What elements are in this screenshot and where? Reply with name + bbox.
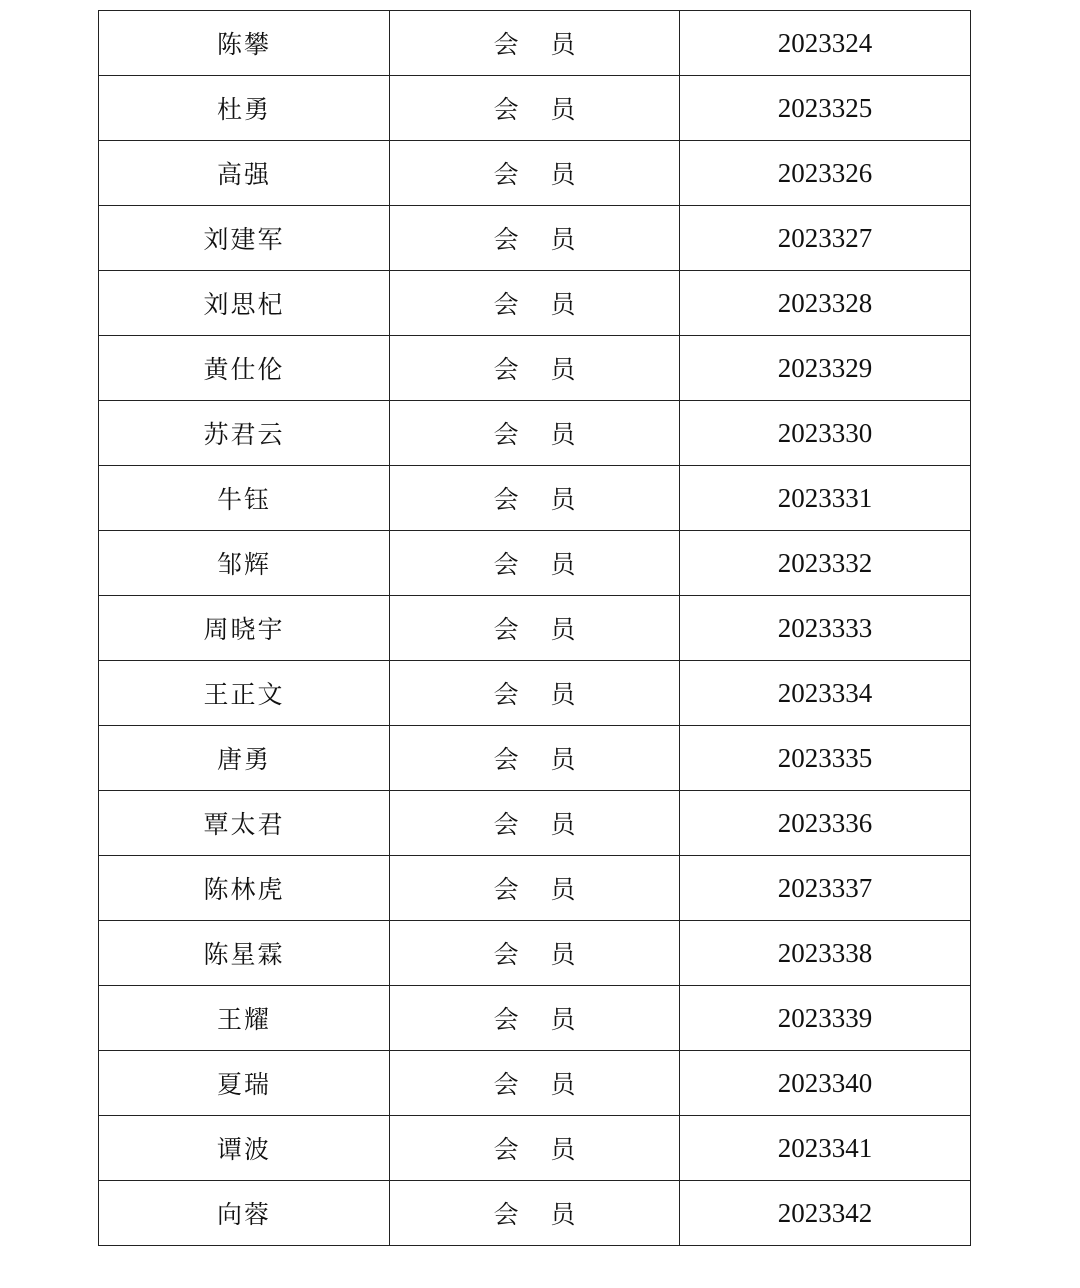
member-role-text: 会 员 [493, 225, 576, 254]
member-role-text: 会 员 [493, 875, 576, 904]
table-row [99, 401, 971, 466]
member-name-cell: 苏君云 [99, 401, 390, 466]
table-row [99, 661, 971, 726]
member-role-cell [390, 271, 680, 336]
table-row [99, 791, 971, 856]
member-role-text: 会 员 [493, 550, 576, 579]
member-id-cell: 2023336 [680, 791, 971, 856]
member-name-cell: 牛钰 [99, 466, 390, 531]
member-role-text: 会 员 [493, 355, 576, 384]
table-row [99, 271, 971, 336]
member-id-cell: 2023329 [680, 336, 971, 401]
member-id-cell: 2023335 [680, 726, 971, 791]
member-id-cell: 2023331 [680, 466, 971, 531]
member-role-text: 会 员 [493, 1200, 576, 1229]
table-row [99, 921, 971, 986]
member-name-cell: 刘建军 [99, 206, 390, 271]
table-row [99, 466, 971, 531]
member-role-cell [390, 1051, 680, 1116]
member-name-cell: 谭波 [99, 1116, 390, 1181]
member-name-cell: 夏瑞 [99, 1051, 390, 1116]
table-row [99, 986, 971, 1051]
member-name-cell: 王耀 [99, 986, 390, 1051]
member-name-cell: 邹辉 [99, 531, 390, 596]
member-id-cell: 2023330 [680, 401, 971, 466]
table-row [99, 596, 971, 661]
member-role-cell [390, 1116, 680, 1181]
member-name-cell: 向蓉 [99, 1181, 390, 1246]
member-role-cell [390, 141, 680, 206]
member-role-cell [390, 791, 680, 856]
member-role-cell [390, 921, 680, 986]
member-id-cell: 2023342 [680, 1181, 971, 1246]
member-id-cell: 2023332 [680, 531, 971, 596]
member-role-cell [390, 206, 680, 271]
member-table-body [99, 11, 971, 1246]
member-id-cell: 2023326 [680, 141, 971, 206]
member-role-cell [390, 11, 680, 76]
member-role-cell [390, 401, 680, 466]
table-row [99, 141, 971, 206]
member-name-cell: 覃太君 [99, 791, 390, 856]
member-id-cell: 2023341 [680, 1116, 971, 1181]
table-row [99, 11, 971, 76]
member-id-cell: 2023339 [680, 986, 971, 1051]
member-name-cell: 王正文 [99, 661, 390, 726]
table-row [99, 531, 971, 596]
member-name-cell: 周晓宇 [99, 596, 390, 661]
member-name-cell: 陈星霖 [99, 921, 390, 986]
member-role-text: 会 员 [493, 95, 576, 124]
member-name-cell: 杜勇 [99, 76, 390, 141]
member-name-cell: 高强 [99, 141, 390, 206]
member-id-cell: 2023340 [680, 1051, 971, 1116]
member-role-text: 会 员 [493, 940, 576, 969]
member-role-text: 会 员 [493, 1070, 576, 1099]
table-row [99, 1051, 971, 1116]
member-role-cell [390, 661, 680, 726]
member-id-cell: 2023338 [680, 921, 971, 986]
member-name-cell: 陈攀 [99, 11, 390, 76]
member-id-cell: 2023325 [680, 76, 971, 141]
member-role-text: 会 员 [493, 420, 576, 449]
table-row [99, 206, 971, 271]
member-role-text: 会 员 [493, 290, 576, 319]
member-role-cell [390, 531, 680, 596]
member-table [98, 10, 971, 1246]
member-role-cell [390, 726, 680, 791]
member-role-text: 会 员 [493, 30, 576, 59]
member-role-cell [390, 986, 680, 1051]
member-role-text: 会 员 [493, 680, 576, 709]
table-row [99, 726, 971, 791]
member-role-cell [390, 1181, 680, 1246]
table-row [99, 1181, 971, 1246]
member-role-text: 会 员 [493, 160, 576, 189]
member-id-cell: 2023324 [680, 11, 971, 76]
member-role-text: 会 员 [493, 615, 576, 644]
member-id-cell: 2023333 [680, 596, 971, 661]
member-role-text: 会 员 [493, 1005, 576, 1034]
member-role-text: 会 员 [493, 485, 576, 514]
member-id-cell: 2023327 [680, 206, 971, 271]
member-name-cell: 刘思杞 [99, 271, 390, 336]
member-role-text: 会 员 [493, 1135, 576, 1164]
member-role-text: 会 员 [493, 810, 576, 839]
member-name-cell: 黄仕伦 [99, 336, 390, 401]
member-name-cell: 陈林虎 [99, 856, 390, 921]
member-role-cell [390, 76, 680, 141]
member-role-cell [390, 466, 680, 531]
member-name-cell: 唐勇 [99, 726, 390, 791]
member-role-text: 会 员 [493, 745, 576, 774]
member-id-cell: 2023337 [680, 856, 971, 921]
table-row [99, 336, 971, 401]
member-role-cell [390, 596, 680, 661]
table-row [99, 856, 971, 921]
table-row [99, 76, 971, 141]
member-id-cell: 2023328 [680, 271, 971, 336]
member-id-cell: 2023334 [680, 661, 971, 726]
table-row [99, 1116, 971, 1181]
member-role-cell [390, 856, 680, 921]
member-role-cell [390, 336, 680, 401]
